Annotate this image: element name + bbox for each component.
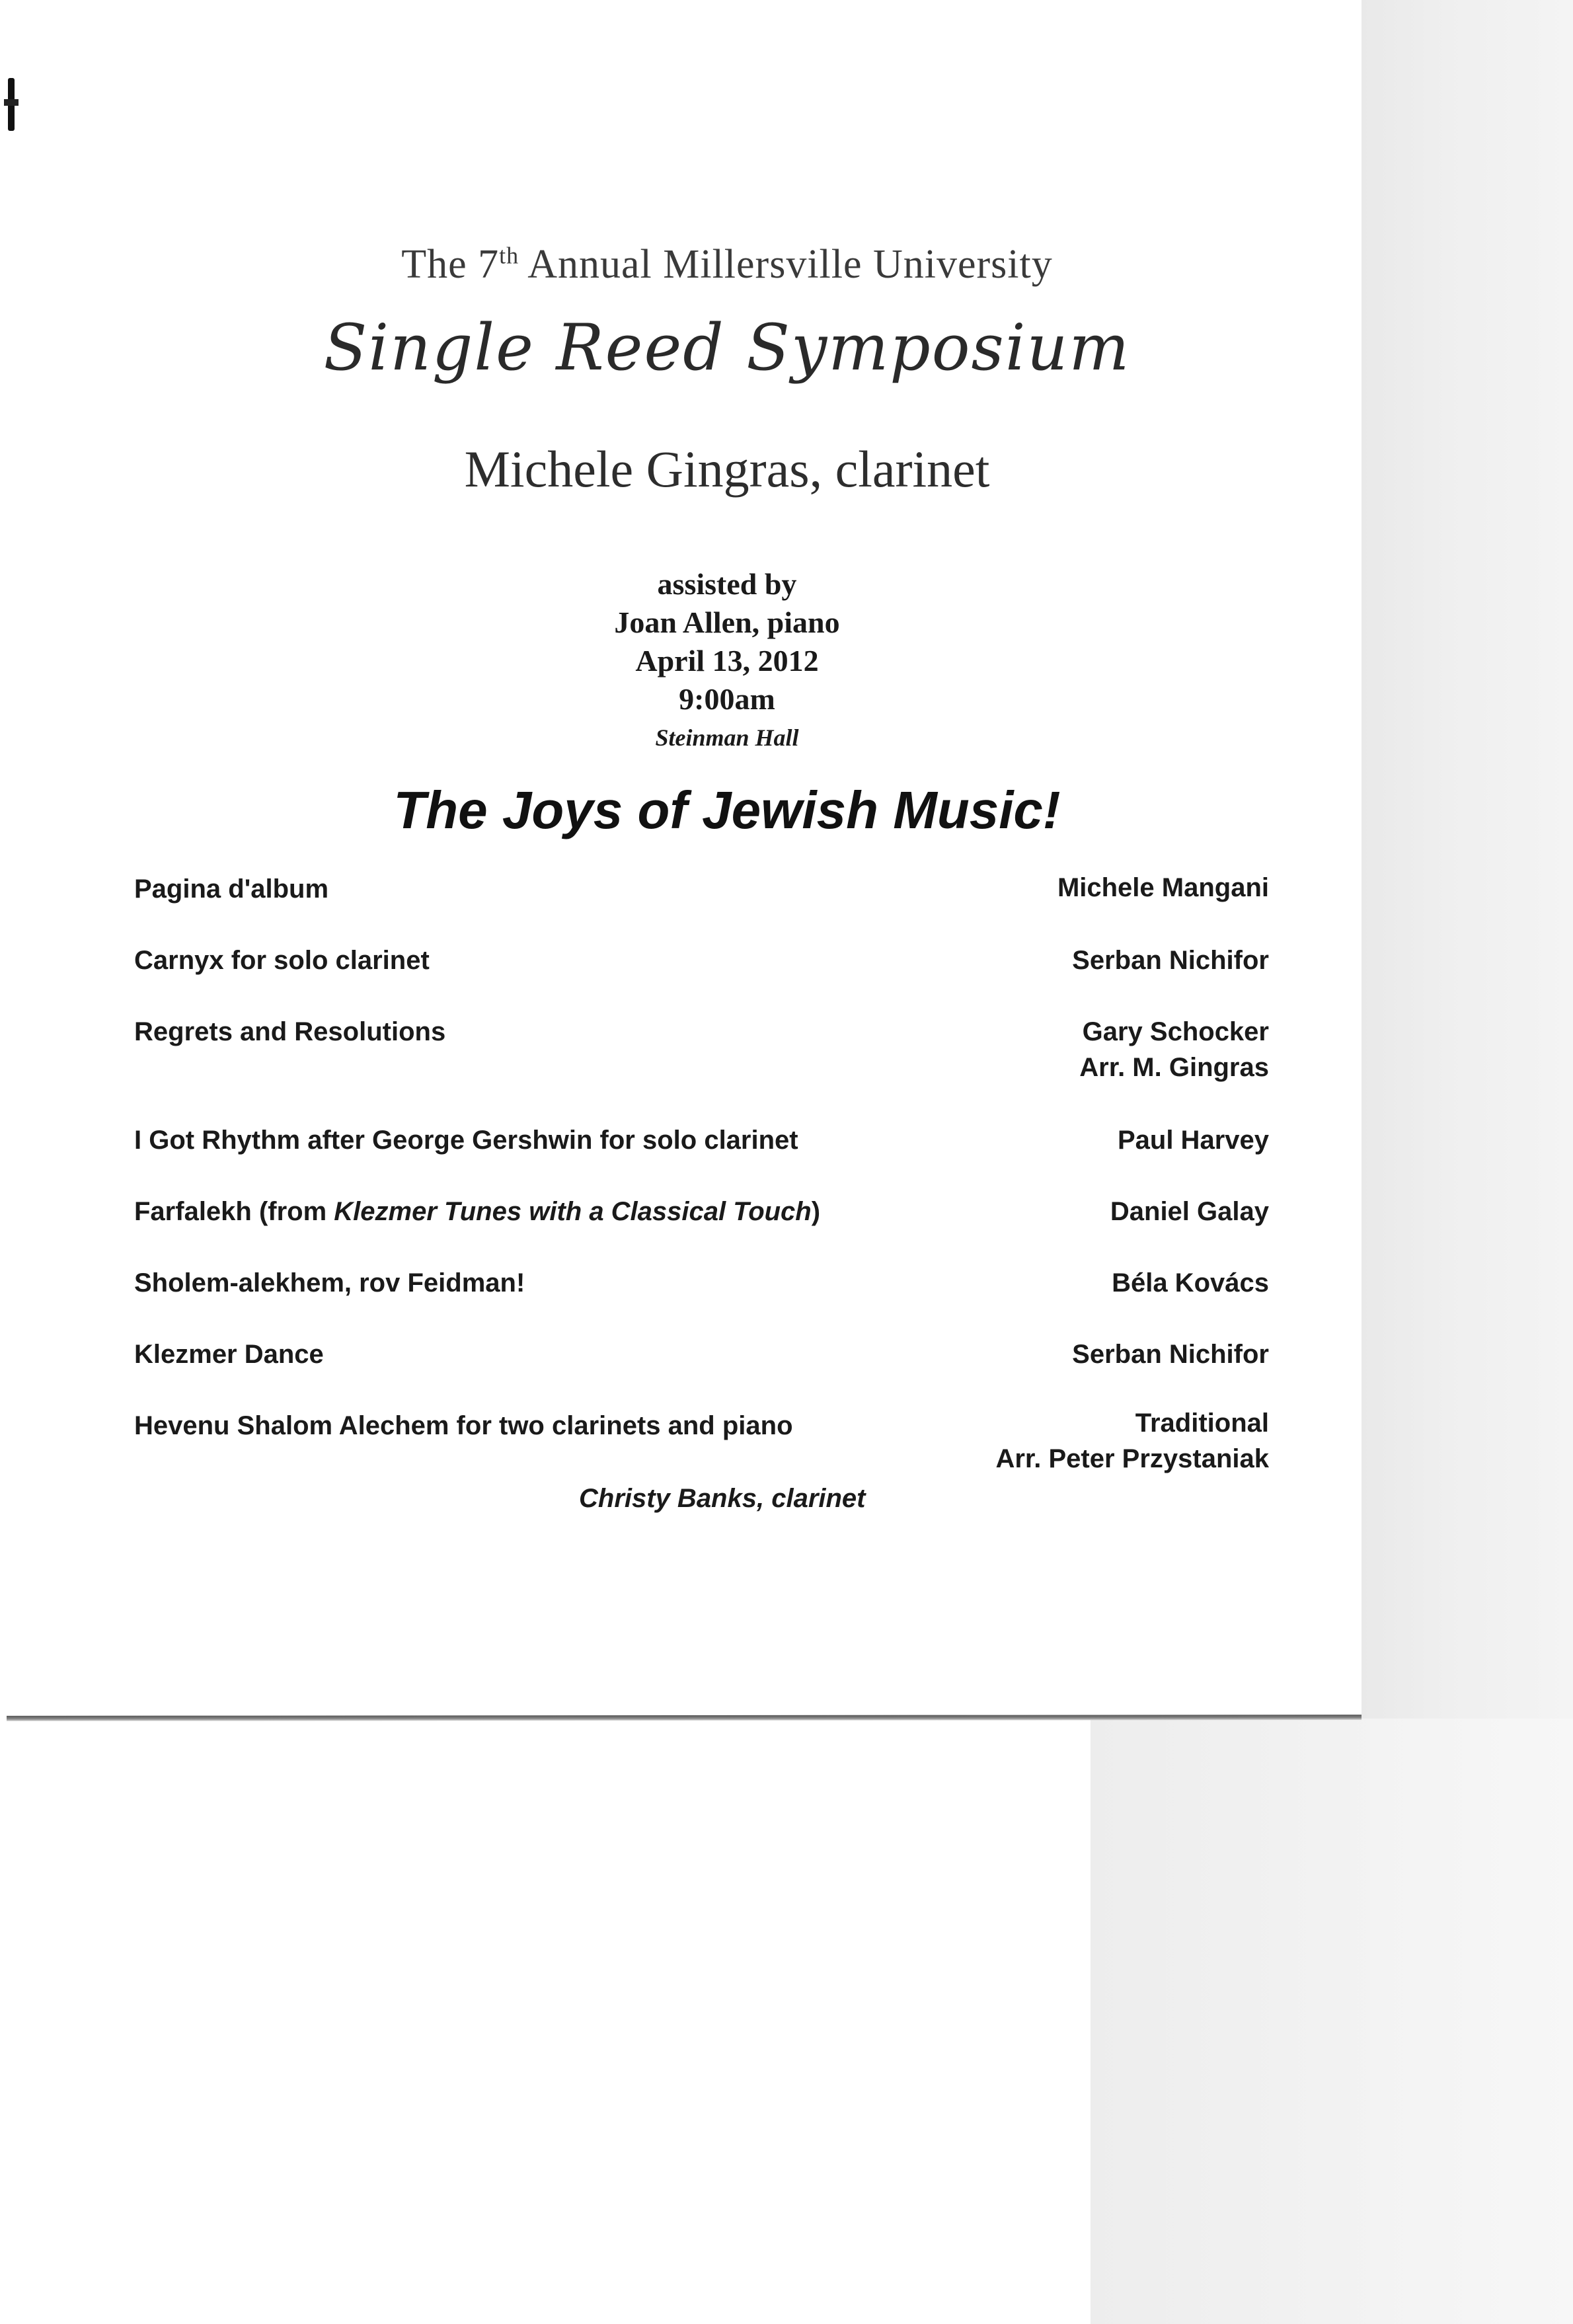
concert-time: 9:00am [679,682,775,716]
program-item-composer: Michele Mangani [1057,873,1269,902]
program-item-arranger: Arr. Peter Przystaniak [995,1444,1269,1473]
program-item-composer: Traditional [1135,1409,1269,1438]
guest-performer: Christy Banks, clarinet [579,1484,866,1513]
program-item-title: Carnyx for solo clarinet [134,946,430,975]
program-item-title: Hevenu Shalom Alechem for two clarinets and piano [134,1411,793,1440]
program-item-title: Farfalekh (from Klezmer Tunes with a Classical Touch) [134,1197,821,1226]
program-item-title: Sholem-alekhem, rov Feidman! [134,1268,525,1298]
program-title: The Joys of Jewish Music! [393,781,1061,839]
program-item-title: Klezmer Dance [134,1340,324,1369]
program-item-title: Pagina d'album [134,874,329,904]
program-item-composer: Paul Harvey [1117,1126,1269,1155]
program-item-composer: Gary Schocker [1082,1017,1269,1046]
program-item-composer: Serban Nichifor [1072,1340,1269,1369]
program-item-composer: Béla Kovács [1112,1268,1269,1298]
program-item-composer: Daniel Galay [1110,1197,1269,1226]
accompanist: Joan Allen, piano [614,605,840,639]
program-item-title: Regrets and Resolutions [134,1017,446,1046]
program-item-arranger: Arr. M. Gingras [1079,1053,1269,1082]
symposium-heading: The 7th Annual Millersville University [401,242,1053,287]
event-title: Single Reed Symposium [323,311,1131,385]
scan-mark [4,99,19,106]
assisted-by: assisted by [657,567,797,601]
venue: Steinman Hall [655,724,799,751]
concert-details [0,565,1454,757]
concert-date: April 13, 2012 [635,644,819,678]
performer-name: Michele Gingras, clarinet [464,440,990,498]
program-item-composer: Serban Nichifor [1072,946,1269,975]
program-item-title: I Got Rhythm after George Gershwin for solo clarinet [134,1126,798,1155]
background-shadow-lower [1091,1719,1573,2324]
